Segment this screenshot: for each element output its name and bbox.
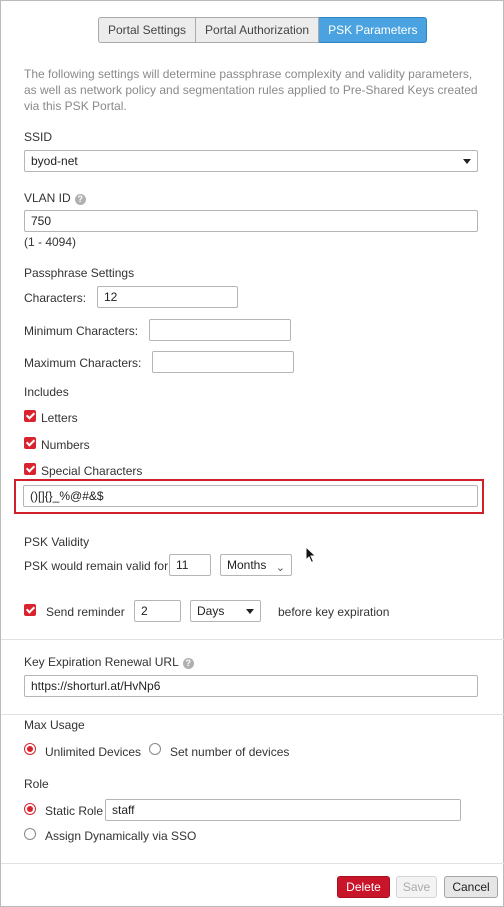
footer-divider: [1, 863, 504, 864]
numbers-checkbox[interactable]: [24, 437, 36, 449]
letters-label: Letters: [41, 411, 78, 425]
tab-portal-authorization[interactable]: Portal Authorization: [196, 17, 319, 43]
unlimited-devices-label: Unlimited Devices: [45, 745, 142, 759]
send-reminder-label: Send reminder: [46, 605, 125, 619]
letters-checkbox[interactable]: [24, 410, 36, 422]
passphrase-heading: Passphrase Settings: [24, 266, 135, 280]
validity-prefix: PSK would remain valid for: [24, 559, 169, 573]
send-reminder-checkbox[interactable]: [24, 604, 36, 616]
help-icon: ?: [75, 194, 86, 205]
static-role-radio[interactable]: [24, 803, 36, 815]
ssid-select[interactable]: [24, 150, 478, 172]
divider: [1, 714, 504, 715]
vlan-label: [24, 191, 86, 205]
chevron-down-icon: ⌄: [275, 562, 285, 574]
tab-psk-parameters[interactable]: PSK Parameters: [319, 17, 427, 43]
save-button[interactable]: Save: [396, 876, 437, 898]
reminder-unit-value: Days: [197, 604, 225, 618]
set-number-radio[interactable]: [149, 743, 161, 755]
max-characters-input[interactable]: [152, 351, 294, 373]
unlimited-devices-radio[interactable]: [24, 743, 36, 755]
cancel-button[interactable]: Cancel: [444, 876, 498, 898]
includes-heading: Includes: [24, 385, 69, 399]
max-usage-heading: Max Usage: [24, 718, 85, 732]
assign-sso-label: Assign Dynamically via SSO: [45, 829, 197, 843]
special-characters-input[interactable]: ()[]{}_%@#&$: [23, 485, 478, 507]
validity-value-input[interactable]: 11: [169, 554, 211, 576]
vlan-range-hint: (1 - 4094): [24, 235, 77, 249]
special-characters-checkbox[interactable]: [24, 463, 36, 475]
ssid-value: byod-net: [31, 154, 78, 168]
set-number-label: Set number of devices: [170, 745, 290, 759]
vlan-label-text: VLAN ID: [24, 191, 71, 205]
renewal-url-label-text: Key Expiration Renewal URL: [24, 655, 179, 669]
assign-sso-radio[interactable]: [24, 828, 36, 840]
tab-portal-settings[interactable]: Portal Settings: [98, 17, 196, 43]
psk-validity-heading: PSK Validity: [24, 535, 90, 549]
divider: [1, 639, 504, 640]
numbers-label: Numbers: [41, 438, 90, 452]
tab-bar: [98, 17, 427, 43]
characters-input[interactable]: 12: [97, 286, 238, 308]
caret-down-icon: [463, 159, 471, 164]
vlan-input[interactable]: 750: [24, 210, 478, 232]
renewal-url-input[interactable]: https://shorturl.at/HvNp6: [24, 675, 478, 697]
reminder-unit-select[interactable]: [190, 600, 261, 622]
role-heading: Role: [24, 777, 49, 791]
static-role-label: Static Role: [45, 804, 104, 818]
special-characters-label: Special Characters: [41, 464, 143, 478]
ssid-label: SSID: [24, 130, 53, 144]
renewal-url-label: [24, 655, 194, 669]
characters-label: Characters:: [24, 291, 87, 305]
min-characters-input[interactable]: [149, 319, 291, 341]
static-role-input[interactable]: staff: [105, 799, 461, 821]
reminder-suffix: before key expiration: [278, 605, 390, 619]
intro-text: The following settings will determine passphrase complexity and validity parameters, as well as network policy and segmentation rules applied to Pre-Shared Keys created via this PSK Portal.: [24, 67, 478, 113]
mouse-cursor-icon: [305, 546, 317, 567]
max-characters-label: Maximum Characters:: [24, 356, 142, 370]
help-icon: ?: [183, 658, 194, 669]
validity-unit-select[interactable]: [220, 554, 292, 576]
caret-down-icon: [246, 609, 254, 614]
reminder-value-input[interactable]: 2: [134, 600, 181, 622]
delete-button[interactable]: Delete: [337, 876, 390, 898]
min-characters-label: Minimum Characters:: [24, 324, 139, 338]
validity-unit-value: Months: [227, 558, 267, 572]
